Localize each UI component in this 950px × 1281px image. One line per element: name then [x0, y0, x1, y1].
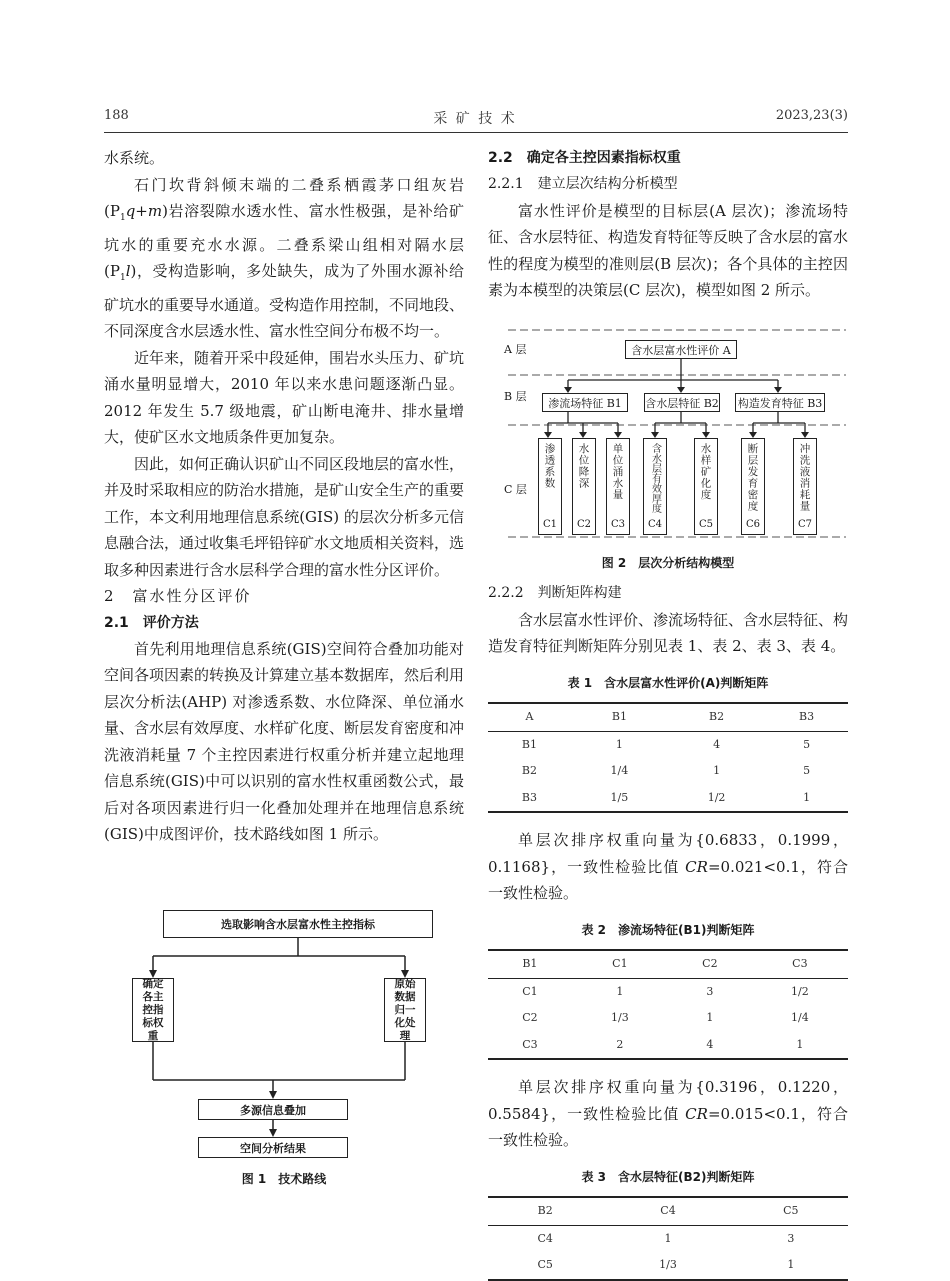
paragraph: 含水层富水性评价、渗流场特征、含水层特征、构造发育特征判断矩阵分别见表 1、表 2、表 3、表 4。 — [488, 610, 849, 655]
table-header: B1 — [522, 957, 538, 970]
table-cell: B2 — [521, 764, 537, 777]
paragraph: 近年来，随着开采中段延伸，围岩水头压力、矿坑涌水量明显增大，2010 年以来水患问题逐渐凸显。2012 年发生 5.7 级地震，矿山断电淹井、排水量增大，使矿区水文地质条件更加复杂。 — [104, 348, 465, 446]
paragraph: 因此，如何正确认识矿山不同区段地层的富水性，并及时采取相应的防治水措施，是矿山安全生产的重要工作，本文利用地理信息系统(GIS) 的层次分析多元信息融合法，通过收集毛坪铅锌矿水文地质相关资料，选取多种因素进行含水层科学合理的富水性分区评价。 — [104, 454, 465, 579]
table-cell: C2 — [522, 1011, 538, 1024]
table-cell: B1 — [521, 737, 537, 751]
table-cell: 5 — [803, 737, 811, 751]
fig2-layer-b-label: B 层 — [504, 390, 527, 403]
table-cell: 1 — [713, 764, 721, 777]
fig2-layer-a-label: A 层 — [504, 343, 527, 356]
table-header-row — [488, 950, 848, 978]
table-cell: C3 — [522, 1037, 538, 1051]
fig2-box-b1: 渗流场特征 B1 — [542, 393, 628, 412]
subsubsection-heading: 2.2.2 判断矩阵构建 — [488, 585, 622, 601]
fig2-box-c3: 单位涌水量 C3 — [606, 438, 630, 535]
fig2-box-b3: 构造发育特征 B3 — [735, 393, 825, 412]
table-row — [488, 1032, 848, 1060]
table-cell: 3 — [787, 1231, 795, 1245]
issue-info: 2023,23(3) — [775, 108, 848, 123]
table-cell: 1/2 — [791, 984, 809, 998]
header-rule — [104, 132, 848, 133]
table-cell: 1/3 — [659, 1258, 677, 1271]
journal-title: 采 矿 技 术 — [433, 111, 517, 127]
fig2-box-c4: 含水层有效厚度 C4 — [643, 438, 667, 535]
fig2-box-c5: 水样矿化度 C5 — [694, 438, 718, 535]
table-cell: 4 — [713, 737, 721, 751]
fig1-box-select-indicators: 选取影响含水层富水性主控指标 — [163, 910, 433, 938]
table-cell: 1 — [664, 1231, 672, 1245]
paragraph: 单层次排序权重向量为{0.6833，0.1999，0.1168}，一致性检验比值 CR=0.021<0.1，符合一致性检验。 — [488, 831, 848, 902]
table-row — [488, 1225, 848, 1252]
table-cell: B3 — [521, 790, 537, 804]
table-header: C3 — [792, 957, 808, 970]
left-column — [104, 145, 464, 848]
page-number: 188 — [104, 108, 129, 123]
table-cell: C5 — [537, 1258, 553, 1271]
table-cell: 1 — [796, 1037, 804, 1051]
table-row — [488, 758, 848, 785]
fig2-caption: 图 2 层次分析结构模型 — [601, 556, 735, 570]
table-header: C2 — [702, 957, 718, 970]
fig2-box-c6: 断层发育密度 C6 — [741, 438, 765, 535]
table-row — [488, 978, 848, 1005]
table-cell: 1 — [787, 1258, 795, 1271]
table-1 — [488, 702, 848, 813]
paragraph: 单层次排序权重向量为{0.3196，0.1220，0.5584}，一致性检验比值 CR=0.015<0.1，符合一致性检验。 — [488, 1078, 848, 1149]
fig2-box-a: 含水层富水性评价 A — [625, 340, 737, 359]
table3-caption: 表 3 含水层特征(B2)判断矩阵 — [581, 1169, 755, 1184]
table-cell: 5 — [803, 764, 811, 777]
table-row — [488, 1005, 848, 1032]
fig2-box-c7: 冲洗液消耗量 C7 — [793, 438, 817, 535]
table-cell: 2 — [616, 1037, 624, 1051]
paragraph: 富水性评价是模型的目标层(A 层次)；渗流场特征、含水层特征、构造发育特征等反映了含水层的富水性的程度为模型的准则层(B 层次)；各个具体的主控因素为本模型的决策层(C 层次)，模型如图 2 所示。 — [488, 201, 849, 299]
fig2-box-c1: 渗透系数 C1 — [538, 438, 562, 535]
table-header: C5 — [783, 1204, 799, 1217]
fig2-box-c2: 水位降深 C2 — [572, 438, 596, 535]
table-3 — [488, 1196, 848, 1281]
table-header: C4 — [660, 1204, 676, 1217]
fig1-box-overlay: 多源信息叠加 — [198, 1099, 348, 1120]
fig2-box-b2: 含水层特征 B2 — [644, 393, 720, 412]
subsection-heading: 2.2 确定各主控因素指标权重 — [488, 150, 681, 166]
table-row — [488, 785, 848, 813]
table-row — [488, 1252, 848, 1280]
table-header: B1 — [611, 710, 627, 723]
paragraph: 石门坎背斜倾末端的二叠系栖霞茅口组灰岩$(P_1q+m)$岩溶裂隙水透水性、富水性极强，是补给矿坑水的重要充水水源。二叠系梁山组相对隔水层$(P_1l)$，受构造影响，多处缺失，成为了外围水源补给矿坑水的重要导水通道。受构造作用控制，不同地段、不同深度含水层透水性、富水性空间分布极不均一。 — [104, 175, 465, 340]
table2-caption: 表 2 渗流场特征(B1)判断矩阵 — [581, 922, 755, 937]
table-header-row — [488, 703, 848, 731]
section-heading: 2 富水性分区评价 — [104, 587, 252, 605]
table-cell: 1 — [803, 790, 811, 804]
table-header: A — [525, 710, 534, 723]
table-2 — [488, 949, 848, 1060]
table-cell: 1 — [615, 737, 623, 751]
table-cell: 1 — [616, 984, 624, 998]
table-header-row — [488, 1197, 848, 1225]
fig1-box-result: 空间分析结果 — [198, 1137, 348, 1158]
fig1-caption: 图 1 技术路线 — [241, 1172, 327, 1186]
subsubsection-heading: 2.2.1 建立层次结构分析模型 — [488, 176, 678, 192]
fig1-box-normalize: 原始数据归一化处理 — [384, 978, 426, 1042]
table-row — [488, 731, 848, 758]
table-cell: C1 — [522, 984, 538, 998]
paragraph: 首先利用地理信息系统(GIS)空间符合叠加功能对空间各项因素的转换及计算建立基本数据库，然后利用层次分析法(AHP) 对渗透系数、水位降深、单位涌水量、含水层有效厚度、水样矿化度、断层发育密度和冲洗液消耗量 7 个主控因素进行权重分析并建立起地理信息系统(GIS)中可以识别的富水性权重函数公式，最后对各项因素进行归一化叠加处理并在地理信息系统(GIS)中成图评价，技术路线如图 1 所示。 — [104, 639, 465, 843]
table-cell: 1/2 — [707, 790, 726, 804]
subsection-heading: 2.1 评价方法 — [104, 614, 199, 631]
table1-caption: 表 1 含水层富水性评价(A)判断矩阵 — [567, 675, 769, 690]
table-cell: 1 — [706, 1011, 714, 1024]
right-column-top — [488, 145, 848, 304]
table-cell: 3 — [706, 984, 714, 998]
table-cell: 1/3 — [611, 1011, 629, 1024]
table-cell: C4 — [537, 1231, 553, 1245]
table-cell: 4 — [706, 1037, 714, 1051]
right-column-bottom — [488, 580, 848, 1281]
table-header: B2 — [537, 1204, 553, 1217]
table-header: B2 — [709, 710, 725, 723]
fig1-connectors — [104, 938, 464, 1158]
table-cell: 1/5 — [610, 790, 629, 804]
fig2-layer-c-label: C 层 — [504, 483, 527, 496]
paragraph: 水系统。 — [104, 149, 165, 167]
table-cell: 1/4 — [610, 764, 629, 777]
table-cell: 1/4 — [791, 1011, 809, 1024]
fig1-box-weights: 确定各主控指标权重 — [132, 978, 174, 1042]
table-header: B3 — [799, 710, 815, 723]
table-header: C1 — [612, 957, 628, 970]
